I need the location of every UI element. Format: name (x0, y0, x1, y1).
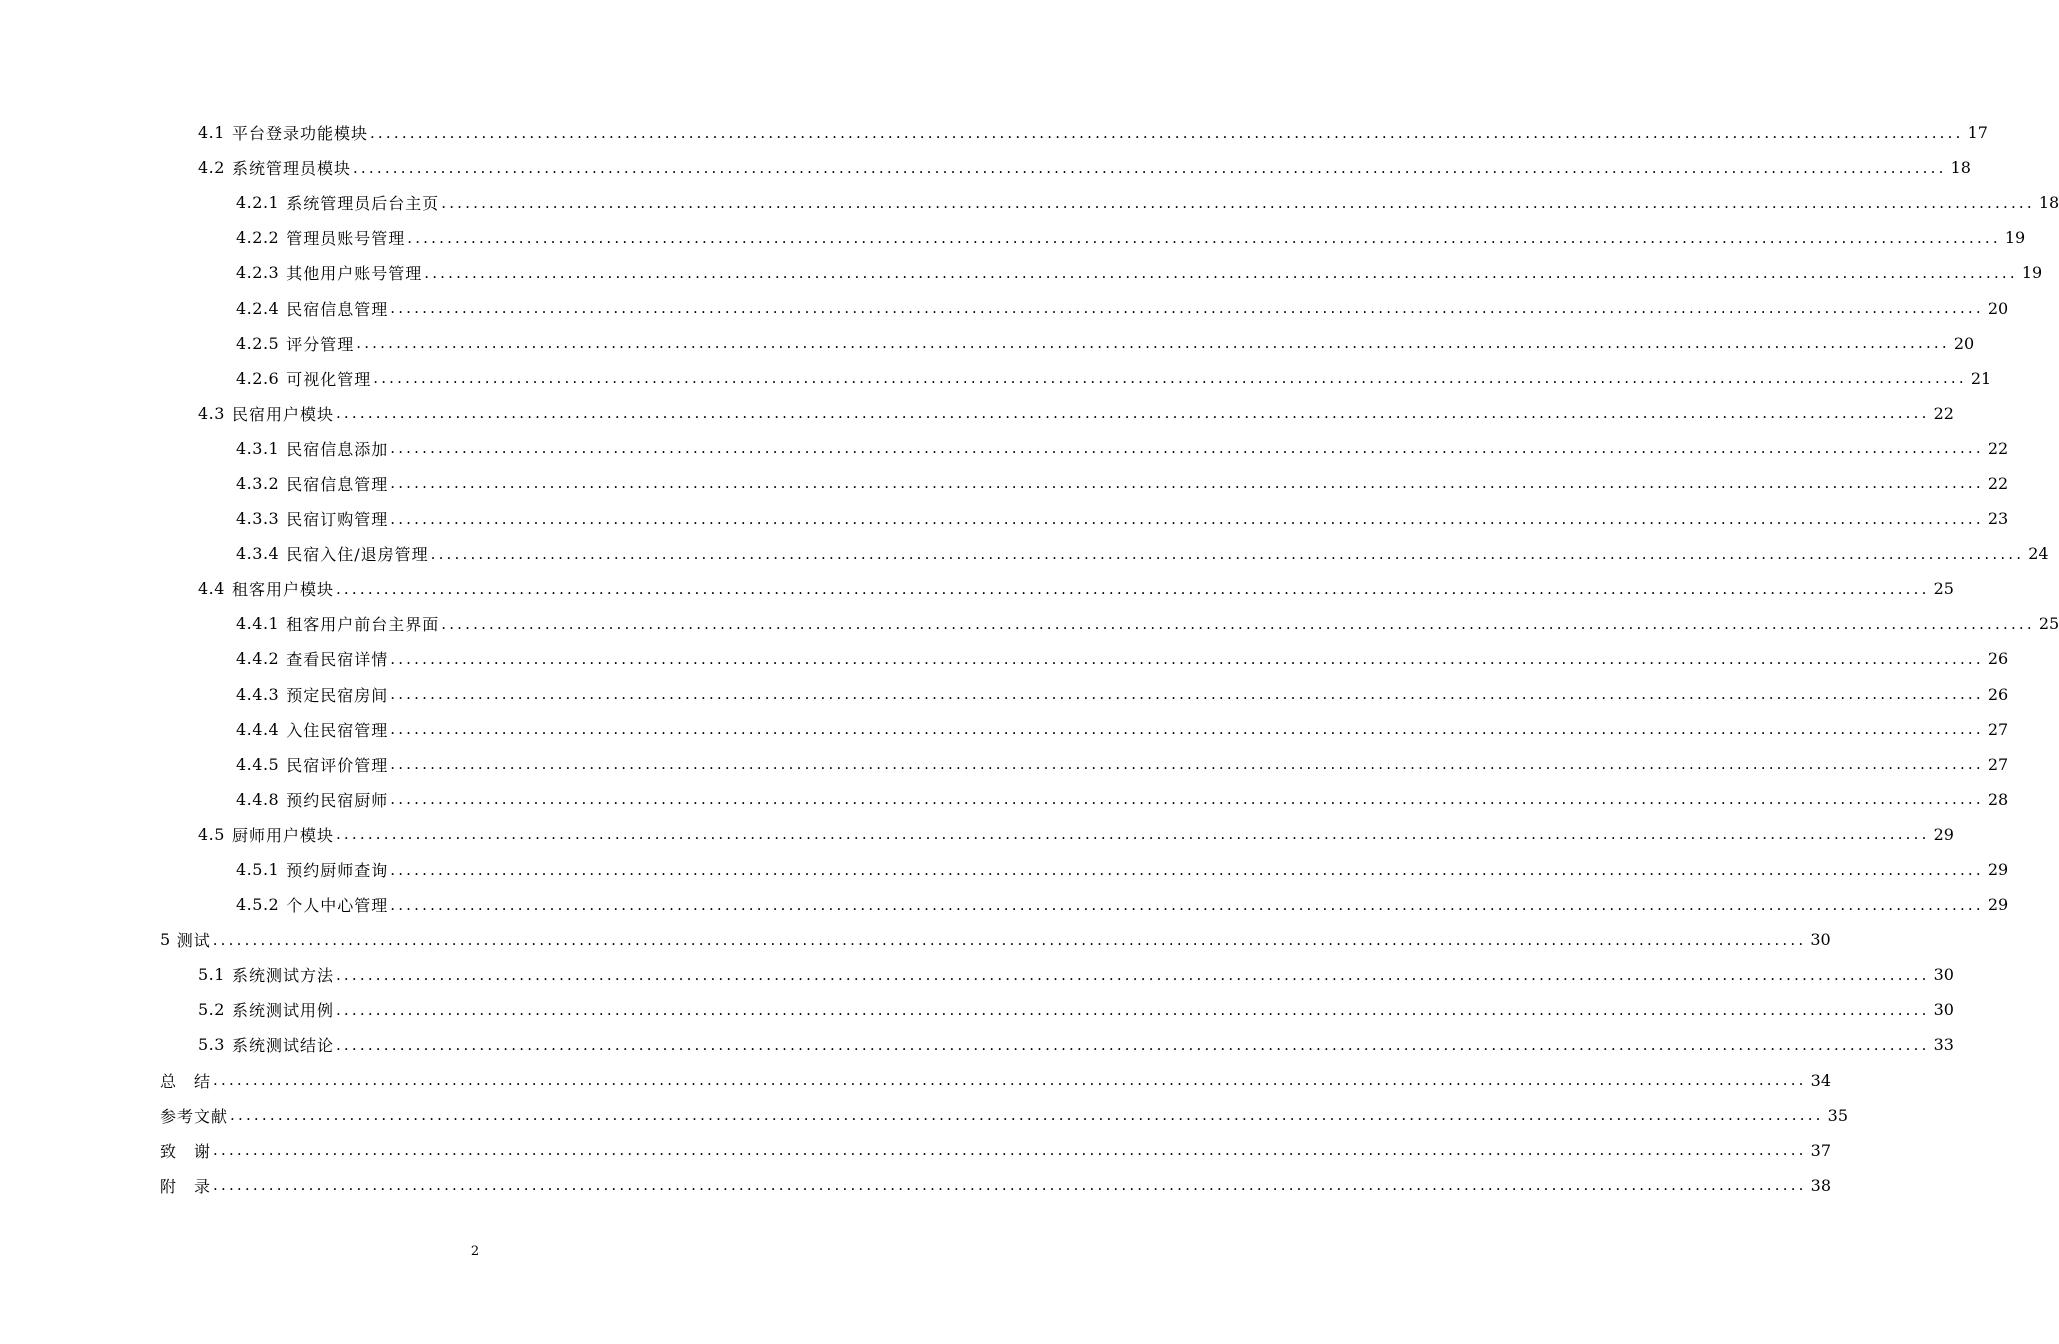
toc-leader-dots: ........................................................................................................................................................................................................ (335, 825, 1930, 844)
toc-entry-number: 4.3.4 (236, 544, 280, 564)
toc-entry[interactable] (0, 852, 2009, 887)
toc-entry-number: 4.2.3 (236, 263, 280, 283)
toc-entry[interactable] (0, 326, 1975, 361)
toc-entry[interactable] (0, 466, 2009, 501)
toc-entry-page: 27 (1987, 754, 2009, 774)
toc-entry-number: 5.2 (198, 1000, 225, 1020)
toc-entry-page: 22 (1987, 438, 2009, 458)
toc-entry-number: 4.4 (198, 579, 225, 599)
toc-entry-number: 4.5.1 (236, 860, 280, 880)
toc-entry-title: 预定民宿房间 (286, 685, 389, 705)
toc-entry-number: 4.4.5 (236, 754, 280, 774)
toc-entry-number: 4.1 (198, 123, 225, 143)
toc-leader-dots: ........................................................................................................................................................................................................ (390, 439, 1984, 458)
toc-leader-dots: ........................................................................................................................................................................................................ (390, 509, 1984, 528)
toc-leader-dots: ........................................................................................................................................................................................................ (390, 895, 1984, 914)
toc-entry-title: 系统测试方法 (231, 966, 334, 986)
toc-entry[interactable] (0, 431, 2009, 466)
toc-entry[interactable] (0, 185, 2059, 220)
toc-leader-dots: ........................................................................................................................................................................................................ (441, 614, 2035, 633)
toc-leader-dots: ........................................................................................................................................................................................................ (369, 123, 1964, 142)
toc-entry-number: 4.3.3 (236, 509, 280, 529)
toc-entry-number: 4.4.8 (236, 789, 280, 809)
toc-entry-page: 24 (2028, 544, 2049, 564)
toc-entry-page: 17 (1967, 123, 1988, 143)
toc-leader-dots: ........................................................................................................................................................................................................ (335, 965, 1930, 984)
toc-entry-title: 租客用户前台主界面 (286, 615, 440, 635)
toc-entry-title: 民宿入住/退房管理 (286, 545, 429, 565)
toc-entry-title: 其他用户账号管理 (286, 264, 423, 284)
toc-leader-dots: ........................................................................................................................................................................................................ (213, 1141, 1807, 1160)
toc-entry-page: 38 (1810, 1175, 1831, 1195)
toc-entry-page: 18 (2038, 193, 2059, 213)
toc-entry-page: 25 (2038, 614, 2059, 634)
toc-entry[interactable] (0, 220, 2026, 255)
toc-leader-dots: ........................................................................................................................................................................................................ (390, 755, 1984, 774)
toc-entry-title: 民宿信息添加 (286, 439, 389, 459)
toc-entry-number: 4.2.4 (236, 298, 280, 318)
toc-leader-dots: ........................................................................................................................................................................................................ (335, 579, 1930, 598)
toc-entry-page: 20 (1987, 298, 2009, 318)
toc-entry-title: 民宿订购管理 (286, 510, 389, 530)
toc-entry-number: 4.2.6 (236, 368, 280, 388)
table-of-contents (0, 115, 2059, 1203)
toc-leader-dots: ........................................................................................................................................................................................................ (390, 474, 1984, 493)
toc-entry-title: 预约民宿厨师 (286, 790, 389, 810)
toc-entry[interactable] (0, 536, 2049, 571)
toc-entry-number: 4.2.2 (236, 228, 280, 248)
toc-entry-page: 19 (2004, 228, 2026, 248)
toc-entry-title: 致 谢 (160, 1141, 212, 1161)
toc-leader-dots: ........................................................................................................................................................................................................ (212, 930, 1807, 949)
toc-entry-title: 参考文献 (160, 1106, 229, 1126)
toc-entry-number: 4.3.1 (236, 438, 280, 458)
toc-leader-dots: ........................................................................................................................................................................................................ (430, 544, 2025, 563)
toc-entry[interactable] (0, 1098, 1848, 1133)
toc-leader-dots: ........................................................................................................................................................................................................ (213, 1176, 1807, 1195)
toc-entry-page: 29 (1987, 895, 2009, 915)
toc-entry-title: 民宿信息管理 (286, 299, 389, 319)
toc-entry[interactable] (0, 817, 1954, 852)
toc-entry-title: 厨师用户模块 (231, 825, 334, 845)
toc-leader-dots: ........................................................................................................................................................................................................ (441, 193, 2035, 212)
toc-entry-page: 20 (1953, 333, 1975, 353)
toc-entry[interactable] (0, 1027, 1954, 1062)
toc-entry-title: 评分管理 (286, 334, 355, 354)
toc-entry-number: 4.2.5 (236, 333, 280, 353)
toc-entry-page: 23 (1987, 509, 2009, 529)
toc-entry-title: 管理员账号管理 (286, 229, 406, 249)
toc-entry-page: 30 (1810, 930, 1831, 950)
toc-entry-page: 25 (1933, 579, 1954, 599)
page-number: 2 (470, 1244, 480, 1259)
toc-entry[interactable] (0, 747, 2009, 782)
toc-entry[interactable] (0, 1133, 1831, 1168)
toc-entry-page: 29 (1933, 824, 1954, 844)
toc-entry-number: 4.5.2 (236, 895, 280, 915)
toc-leader-dots: ........................................................................................................................................................................................................ (390, 649, 1984, 668)
toc-entry-page: 30 (1933, 1000, 1954, 1020)
toc-leader-dots: ........................................................................................................................................................................................................ (230, 1106, 1824, 1125)
toc-entry-page: 29 (1987, 860, 2009, 880)
toc-entry[interactable] (0, 606, 2059, 641)
toc-leader-dots: ........................................................................................................................................................................................................ (335, 404, 1930, 423)
toc-entry[interactable] (0, 922, 1831, 957)
toc-entry-page: 26 (1987, 649, 2009, 669)
toc-entry[interactable] (0, 150, 1971, 185)
toc-entry-title: 系统管理员后台主页 (286, 194, 440, 214)
toc-entry-page: 34 (1810, 1070, 1831, 1090)
toc-entry-page: 22 (1987, 473, 2009, 493)
toc-entry-page: 28 (1987, 789, 2009, 809)
toc-leader-dots: ........................................................................................................................................................................................................ (390, 790, 1984, 809)
toc-entry-number: 4.4.3 (236, 684, 280, 704)
toc-entry-title: 系统管理员模块 (231, 159, 351, 179)
toc-entry-number: 4.4.1 (236, 614, 280, 634)
toc-entry[interactable] (0, 255, 2043, 290)
toc-entry[interactable] (0, 396, 1954, 431)
toc-entry-title: 租客用户模块 (231, 580, 334, 600)
toc-entry[interactable] (0, 641, 2009, 676)
toc-entry-title: 入住民宿管理 (286, 720, 389, 740)
toc-entry[interactable] (0, 1063, 1831, 1098)
toc-entry[interactable] (0, 782, 2009, 817)
toc-entry[interactable] (0, 571, 1954, 606)
toc-entry-number: 5.3 (198, 1035, 225, 1055)
toc-entry-page: 37 (1810, 1140, 1831, 1160)
toc-entry-title: 测试 (176, 931, 211, 951)
toc-entry[interactable] (0, 361, 1992, 396)
toc-entry-title: 查看民宿详情 (286, 650, 389, 670)
toc-entry[interactable] (0, 712, 2009, 747)
toc-entry[interactable] (0, 957, 1954, 992)
toc-entry-number: 5.1 (198, 965, 225, 985)
toc-entry-title: 民宿信息管理 (286, 474, 389, 494)
toc-entry-title: 附 录 (160, 1176, 212, 1196)
toc-entry-number: 4.4.2 (236, 649, 280, 669)
toc-entry-title: 预约厨师查询 (286, 861, 389, 881)
toc-entry-page: 35 (1827, 1105, 1848, 1125)
toc-entry-page: 30 (1933, 965, 1954, 985)
toc-entry-page: 18 (1950, 158, 1971, 178)
toc-entry[interactable] (0, 992, 1954, 1027)
toc-entry-number: 4.4.4 (236, 719, 280, 739)
toc-entry-number: 4.3.2 (236, 473, 280, 493)
toc-leader-dots: ........................................................................................................................................................................................................ (213, 1071, 1807, 1090)
toc-entry-page: 33 (1933, 1035, 1954, 1055)
toc-entry-page: 21 (1970, 368, 1992, 388)
toc-entry-title: 民宿用户模块 (231, 404, 334, 424)
toc-entry-title: 系统测试结论 (231, 1036, 334, 1056)
toc-leader-dots: ........................................................................................................................................................................................................ (373, 369, 1967, 388)
toc-entry-number: 4.5 (198, 824, 225, 844)
toc-leader-dots: ........................................................................................................................................................................................................ (390, 299, 1984, 318)
toc-leader-dots: ........................................................................................................................................................................................................ (335, 1035, 1930, 1054)
toc-leader-dots: ........................................................................................................................................................................................................ (356, 334, 1950, 353)
toc-entry-title: 总 结 (160, 1071, 212, 1091)
toc-leader-dots: ........................................................................................................................................................................................................ (407, 228, 2001, 247)
toc-entry[interactable] (0, 115, 1988, 150)
toc-leader-dots: ........................................................................................................................................................................................................ (390, 860, 1984, 879)
toc-entry[interactable] (0, 290, 2009, 325)
toc-entry-title: 个人中心管理 (286, 896, 389, 916)
toc-entry[interactable] (0, 677, 2009, 712)
toc-entry-title: 系统测试用例 (231, 1001, 334, 1021)
toc-entry[interactable] (0, 887, 2009, 922)
toc-entry-number: 4.3 (198, 403, 225, 423)
toc-entry[interactable] (0, 1168, 1831, 1203)
toc-entry-page: 22 (1933, 403, 1954, 423)
toc-entry-title: 平台登录功能模块 (231, 124, 368, 144)
toc-entry-number: 4.2.1 (236, 193, 280, 213)
toc-entry-title: 民宿评价管理 (286, 755, 389, 775)
toc-leader-dots: ........................................................................................................................................................................................................ (335, 1000, 1930, 1019)
toc-leader-dots: ........................................................................................................................................................................................................ (352, 158, 1947, 177)
toc-entry-number: 4.2 (198, 158, 225, 178)
toc-entry-number: 5 (160, 930, 171, 950)
toc-leader-dots: ........................................................................................................................................................................................................ (390, 685, 1984, 704)
toc-entry-title: 可视化管理 (286, 369, 372, 389)
toc-leader-dots: ........................................................................................................................................................................................................ (424, 263, 2018, 282)
toc-entry-page: 26 (1987, 684, 2009, 704)
toc-entry-page: 27 (1987, 719, 2009, 739)
toc-entry[interactable] (0, 501, 2009, 536)
toc-entry-page: 19 (2021, 263, 2043, 283)
toc-leader-dots: ........................................................................................................................................................................................................ (390, 720, 1984, 739)
